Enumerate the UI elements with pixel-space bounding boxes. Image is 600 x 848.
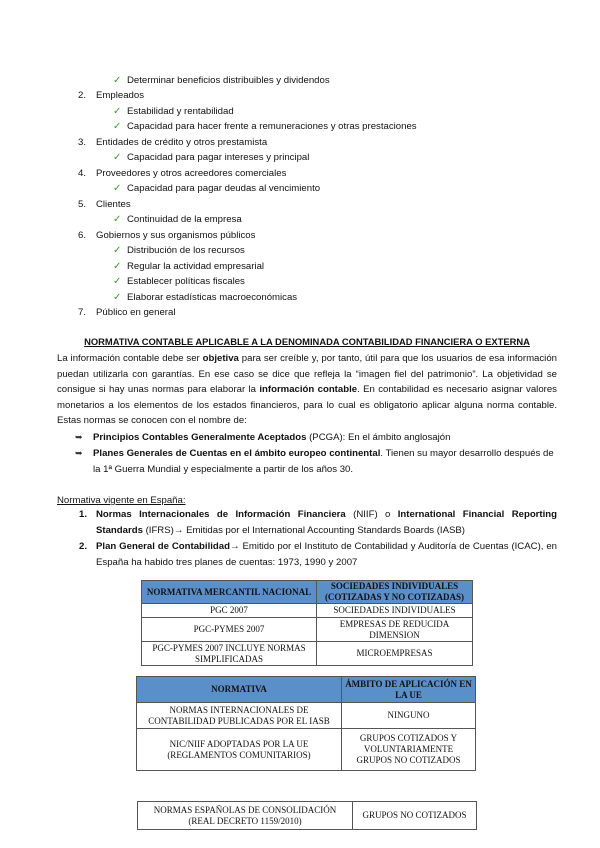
list-sub-item: ✓ Regular la actividad empresarial xyxy=(113,261,265,272)
table-header: ÁMBITO DE APLICACIÓN EN LA UE xyxy=(342,677,476,703)
arrow-bullet-icon: ➥ xyxy=(75,432,83,442)
list-sub-item: ✓ Estabilidad y rentabilidad xyxy=(113,106,234,117)
list-sub-item: ✓ Establecer políticas fiscales xyxy=(113,276,245,287)
table-cell: PGC 2007 xyxy=(142,604,317,618)
section-heading: NORMATIVA CONTABLE APLICABLE A LA DENOMINADA CONTABILIDAD FINANCIERA O EXTERNA xyxy=(84,336,530,347)
list-sub-item: ✓ Capacidad para pagar intereses y principal xyxy=(113,152,310,163)
checkmark-icon: ✓ xyxy=(113,152,122,163)
checkmark-icon: ✓ xyxy=(113,292,122,303)
list-item: 6. Gobiernos y sus organismos públicos xyxy=(78,230,256,241)
numbered-item: 2. Plan General de Contabilidad→ Emitido por el Instituto de Contabilidad y Auditoría de Cuentas (ICAC), en España ha habido tres planes de cuentas: 1973, 1990 y 2007 xyxy=(79,541,557,568)
table-normativa-consolidacion xyxy=(137,801,477,830)
checkmark-icon: ✓ xyxy=(113,276,122,287)
list-sub-item: ✓ Determinar beneficios distribuibles y dividendos xyxy=(113,75,330,86)
table-cell: GRUPOS COTIZADOS Y VOLUNTARIAMENTE GRUPOS NO COTIZADOS xyxy=(342,729,476,771)
table-cell: NINGUNO xyxy=(342,703,476,729)
arrow-bullet-item: ➥ Principios Contables Generalmente Aceptados (PCGA): En el ámbito anglosajón xyxy=(75,430,557,446)
table-cell: EMPRESAS DE REDUCIDA DIMENSION xyxy=(317,618,473,642)
table-cell: SOCIEDADES INDIVIDUALES xyxy=(317,604,473,618)
table-header: SOCIEDADES INDIVIDUALES (COTIZADAS Y NO COTIZADAS) xyxy=(317,581,473,604)
checkmark-icon: ✓ xyxy=(113,245,122,256)
checkmark-icon: ✓ xyxy=(113,75,122,86)
table-header: NORMATIVA MERCANTIL NACIONAL xyxy=(142,581,317,604)
table-cell: PGC-PYMES 2007 INCLUYE NORMAS SIMPLIFICADAS xyxy=(142,642,317,666)
list-sub-item: ✓ Capacidad para hacer frente a remuneraciones y otras prestaciones xyxy=(113,121,417,132)
body-paragraph: La información contable debe ser objetiva para ser creíble y, por tanto, útil para que los usuarios de esa información puedan utilizarla con garantías. En ese caso se dice que refleja la “imagen fiel del patrimonio”. La objetividad se consigue si hay unas normas para elaborar la información contable. En contabilidad es necesario asignar valores monetarios a los elementos de los estados financieros, para lo cual es obligatorio aplicar alguna norma contable. Estas normas se conocen con el nombre de: xyxy=(57,353,557,427)
table-normativa-mercantil xyxy=(141,580,473,666)
arrow-bullet-item: ➥ Planes Generales de Cuentas en el ámbito europeo continental. Tienen su mayor desarrollo después de la 1ª Guerra Mundial y especialmente a partir de los años 30. xyxy=(75,448,554,475)
list-sub-item: ✓ Distribución de los recursos xyxy=(113,245,245,256)
table-cell: NIC/NIIF ADOPTADAS POR LA UE (REGLAMENTOS COMUNITARIOS) xyxy=(137,729,342,771)
subsection-title: Normativa vigente en España: xyxy=(57,495,186,506)
table-cell: NORMAS INTERNACIONALES DE CONTABILIDAD PUBLICADAS POR EL IASB xyxy=(137,703,342,729)
list-item: 7. Público en general xyxy=(78,307,176,318)
list-item: 5. Clientes xyxy=(78,199,131,210)
table-normativa-ue xyxy=(136,676,476,771)
list-sub-item: ✓ Capacidad para pagar deudas al vencimiento xyxy=(113,183,321,194)
list-item: 2. Empleados xyxy=(78,90,144,101)
checkmark-icon: ✓ xyxy=(113,121,122,132)
list-item: 3. Entidades de crédito y otros prestamista xyxy=(78,137,268,148)
list-item: 4. Proveedores y otros acreedores comerciales xyxy=(78,168,287,179)
table-header: NORMATIVA xyxy=(137,677,342,703)
list-sub-item: ✓ Continuidad de la empresa xyxy=(113,214,242,225)
checkmark-icon: ✓ xyxy=(113,183,122,194)
checkmark-icon: ✓ xyxy=(113,261,122,272)
arrow-bullet-icon: ➥ xyxy=(75,448,83,458)
table-cell: NORMAS ESPAÑOLAS DE CONSOLIDACIÓN (REAL DECRETO 1159/2010) xyxy=(138,802,353,830)
checkmark-icon: ✓ xyxy=(113,214,122,225)
table-cell: MICROEMPRESAS xyxy=(317,642,473,666)
table-cell: GRUPOS NO COTIZADOS xyxy=(353,802,477,830)
checkmark-icon: ✓ xyxy=(113,106,122,117)
table-cell: PGC-PYMES 2007 xyxy=(142,618,317,642)
numbered-item: 1. Normas Internacionales de Información Financiera (NIIF) o International Financial Reporting Standards (IFRS)→ Emitidas por el International Accounting Standards Boards (IASB) xyxy=(79,509,557,536)
list-sub-item: ✓ Elaborar estadísticas macroeconómicas xyxy=(113,292,298,303)
